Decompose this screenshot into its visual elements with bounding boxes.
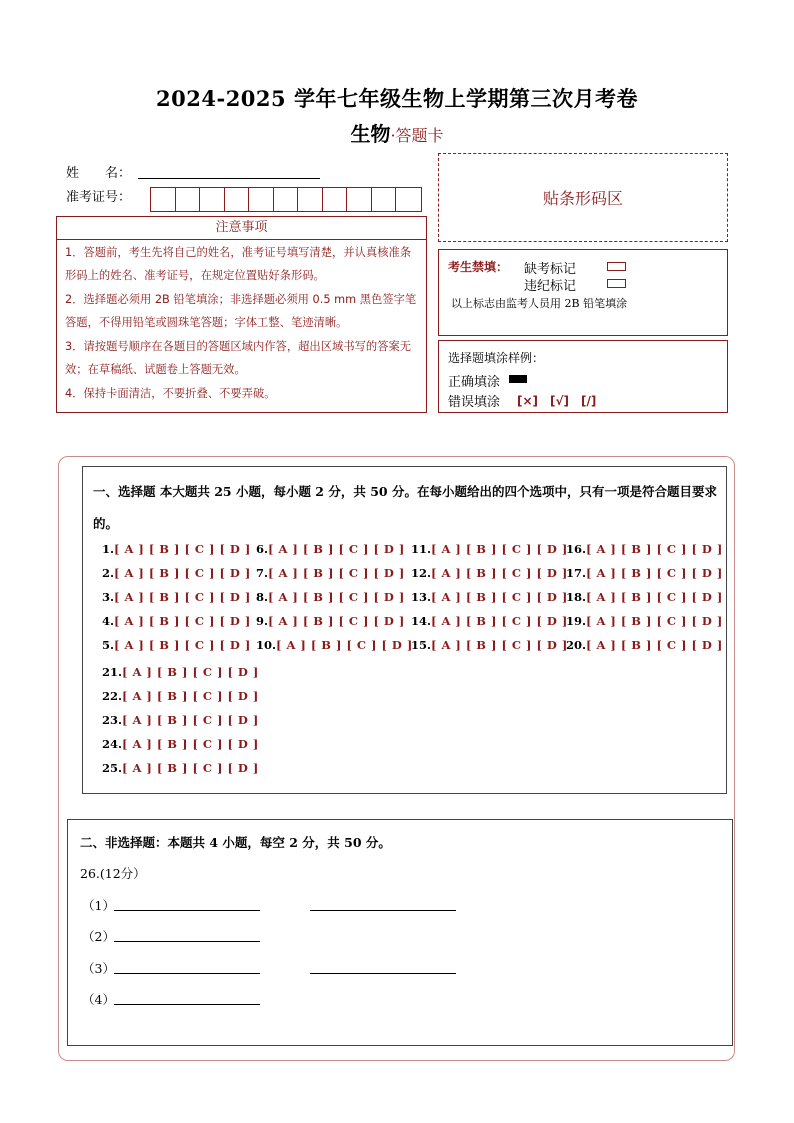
answer-options[interactable]: [ A ] [ B ] [ C ] [ D ] xyxy=(431,590,568,604)
question-number: 23. xyxy=(102,713,123,727)
id-digit-box[interactable] xyxy=(200,188,225,211)
absent-mark-box[interactable] xyxy=(607,262,626,271)
answer-options[interactable]: [ A ] [ B ] [ C ] [ D ] xyxy=(122,737,259,751)
mc-question-8[interactable] xyxy=(256,590,404,604)
answer-options[interactable]: [ A ] [ B ] [ C ] [ D ] xyxy=(114,638,251,652)
id-digit-box[interactable] xyxy=(323,188,348,211)
answer-options[interactable]: [ A ] [ B ] [ C ] [ D ] xyxy=(122,665,259,679)
section1-heading: 一、选择题 本大题共 25 小题，每小题 2 分，共 50 分。在每小题给出的四个选项中，只有一项是符合题目要求的。 xyxy=(93,484,717,531)
question-number: 21. xyxy=(102,665,123,679)
note-item: 3．请按题号顺序在各题目的答题区域内作答，超出区域书写的答案无效；在草稿纸、试题卷上答题无效。 xyxy=(65,340,412,376)
mc-question-15[interactable] xyxy=(411,638,567,652)
question-number: 13. xyxy=(411,590,432,604)
fill-sample-box xyxy=(438,340,728,413)
answer-options[interactable]: [ A ] [ B ] [ C ] [ D ] xyxy=(276,638,413,652)
answer-blank[interactable] xyxy=(114,1004,260,1005)
question-number: 9. xyxy=(256,614,269,628)
correct-fill-label: 正确填涂 xyxy=(448,375,501,390)
answer-blank[interactable] xyxy=(114,941,260,942)
mc-question-17[interactable] xyxy=(566,566,722,580)
page-title: 2024-2025 学年七年级生物上学期第三次月考卷 xyxy=(156,86,638,111)
question-number: 3. xyxy=(102,590,115,604)
answer-options[interactable]: [ A ] [ B ] [ C ] [ D ] xyxy=(268,566,405,580)
barcode-label: 贴条形码区 xyxy=(542,189,623,208)
question-number: 14. xyxy=(411,614,432,628)
notes-box xyxy=(56,216,427,413)
mc-question-23[interactable] xyxy=(102,713,258,727)
mc-question-24[interactable] xyxy=(102,737,258,751)
answer-options[interactable]: [ A ] [ B ] [ C ] [ D ] xyxy=(431,614,568,628)
question-number: 19. xyxy=(566,614,587,628)
question-number: 12. xyxy=(411,566,432,580)
question-number: 18. xyxy=(566,590,587,604)
mc-question-19[interactable] xyxy=(566,614,722,628)
question-number: 1. xyxy=(102,542,115,556)
exam-id-label: 准考证号： xyxy=(66,190,132,205)
answer-options[interactable]: [ A ] [ B ] [ C ] [ D ] xyxy=(431,542,568,556)
answer-options[interactable]: [ A ] [ B ] [ C ] [ D ] xyxy=(122,689,259,703)
id-digit-box[interactable] xyxy=(396,188,421,211)
mc-question-14[interactable] xyxy=(411,614,567,628)
question-number: 7. xyxy=(256,566,269,580)
question-number: 4. xyxy=(102,614,115,628)
mc-question-16[interactable] xyxy=(566,542,722,556)
wrong-fill-samples: [×] [√] [/] xyxy=(517,394,597,408)
name-field[interactable] xyxy=(138,160,320,179)
mc-question-9[interactable] xyxy=(256,614,404,628)
id-digit-box[interactable] xyxy=(372,188,397,211)
answer-options[interactable]: [ A ] [ B ] [ C ] [ D ] xyxy=(431,566,568,580)
note-item: 4．保持卡面清洁，不要折叠、不要弄破。 xyxy=(65,387,276,400)
question-number: 24. xyxy=(102,737,123,751)
question-number: 10. xyxy=(256,638,277,652)
wrong-fill-label: 错误填涂 xyxy=(448,395,501,410)
mc-question-1[interactable] xyxy=(102,542,250,556)
mc-question-2[interactable] xyxy=(102,566,250,580)
sample-title: 选择题填涂样例： xyxy=(448,351,545,365)
answer-options[interactable]: [ A ] [ B ] [ C ] [ D ] xyxy=(114,542,251,556)
question-number: 11. xyxy=(411,542,432,556)
notes-heading: 注意事项 xyxy=(57,217,426,240)
question-number: 17. xyxy=(566,566,587,580)
forbid-note: 以上标志由监考人员用 2B 铅笔填涂 xyxy=(451,297,628,310)
answer-options[interactable]: [ A ] [ B ] [ C ] [ D ] xyxy=(268,590,405,604)
mc-question-22[interactable] xyxy=(102,689,258,703)
mc-question-5[interactable] xyxy=(102,638,250,652)
section2-heading: 二、非选择题：本题共 4 小题，每空 2 分，共 50 分。 xyxy=(80,835,391,850)
note-item: 2．选择题必须用 2B 铅笔填涂；非选择题必须用 0.5 mm 黑色签字笔答题，不得用铅笔或圆珠笔答题；字体工整、笔迹清晰。 xyxy=(65,293,417,329)
mc-question-6[interactable] xyxy=(256,542,404,556)
mc-question-11[interactable] xyxy=(411,542,567,556)
question-number: 20. xyxy=(566,638,587,652)
question-number: 15. xyxy=(411,638,432,652)
question-number: 22. xyxy=(102,689,123,703)
answer-options[interactable]: [ A ] [ B ] [ C ] [ D ] xyxy=(268,542,405,556)
mc-question-7[interactable] xyxy=(256,566,404,580)
answer-options[interactable]: [ A ] [ B ] [ C ] [ D ] xyxy=(122,761,259,775)
answer-blank[interactable] xyxy=(114,910,260,911)
part-label: （4） xyxy=(82,992,115,1007)
mc-question-18[interactable] xyxy=(566,590,722,604)
mc-question-20[interactable] xyxy=(566,638,722,652)
forbid-label: 考生禁填： xyxy=(448,260,509,274)
answer-options[interactable]: [ A ] [ B ] [ C ] [ D ] xyxy=(114,590,251,604)
answer-options[interactable]: [ A ] [ B ] [ C ] [ D ] xyxy=(586,590,723,604)
subject-label: 生物 xyxy=(350,122,391,146)
mc-question-3[interactable] xyxy=(102,590,250,604)
answer-options[interactable]: [ A ] [ B ] [ C ] [ D ] xyxy=(586,542,723,556)
proctor-box xyxy=(438,249,728,336)
answer-card-label: ·答题卡 xyxy=(390,126,444,145)
question-number: 8. xyxy=(256,590,269,604)
answer-options[interactable]: [ A ] [ B ] [ C ] [ D ] xyxy=(431,638,568,652)
question-26-label: 26.(12分） xyxy=(80,866,146,881)
answer-options[interactable]: [ A ] [ B ] [ C ] [ D ] xyxy=(114,614,251,628)
correct-fill-sample xyxy=(509,375,527,383)
question-number: 6. xyxy=(256,542,269,556)
answer-options[interactable]: [ A ] [ B ] [ C ] [ D ] xyxy=(114,566,251,580)
part-label: （3） xyxy=(82,961,115,976)
id-digit-box[interactable] xyxy=(274,188,299,211)
question-number: 2. xyxy=(102,566,115,580)
id-digit-box[interactable] xyxy=(176,188,201,211)
answer-blank[interactable] xyxy=(114,973,260,974)
question-number: 16. xyxy=(566,542,587,556)
id-digit-box[interactable] xyxy=(249,188,274,211)
note-item: 1．答题前，考生先将自己的姓名，准考证号填写清楚，并认真核准条形码上的姓名、准考证号，在规定位置贴好条形码。 xyxy=(65,246,412,282)
section-open-questions xyxy=(67,819,733,1046)
part-label: （2） xyxy=(82,929,115,944)
mc-question-25[interactable] xyxy=(102,761,258,775)
answer-blank[interactable] xyxy=(310,910,456,911)
page-subtitle xyxy=(0,118,794,147)
answer-options[interactable]: [ A ] [ B ] [ C ] [ D ] xyxy=(122,713,259,727)
id-digit-box[interactable] xyxy=(298,188,323,211)
answer-blank[interactable] xyxy=(310,973,456,974)
answer-options[interactable]: [ A ] [ B ] [ C ] [ D ] xyxy=(268,614,405,628)
mc-question-21[interactable] xyxy=(102,665,258,679)
answer-options[interactable]: [ A ] [ B ] [ C ] [ D ] xyxy=(586,638,723,652)
mc-question-12[interactable] xyxy=(411,566,567,580)
violation-label: 违纪标记 xyxy=(524,279,577,294)
mc-question-13[interactable] xyxy=(411,590,567,604)
barcode-area xyxy=(438,153,728,242)
answer-options[interactable]: [ A ] [ B ] [ C ] [ D ] xyxy=(586,614,723,628)
absent-label: 缺考标记 xyxy=(524,262,577,277)
violation-mark-box[interactable] xyxy=(607,279,626,288)
answer-options[interactable]: [ A ] [ B ] [ C ] [ D ] xyxy=(586,566,723,580)
part-label: （1） xyxy=(82,898,115,913)
exam-id-boxes[interactable] xyxy=(150,187,422,212)
mc-question-10[interactable] xyxy=(256,638,412,652)
id-digit-box[interactable] xyxy=(347,188,372,211)
mc-question-4[interactable] xyxy=(102,614,250,628)
name-label: 姓 名： xyxy=(66,166,132,181)
id-digit-box[interactable] xyxy=(151,188,176,211)
id-digit-box[interactable] xyxy=(225,188,250,211)
question-number: 25. xyxy=(102,761,123,775)
question-number: 5. xyxy=(102,638,115,652)
